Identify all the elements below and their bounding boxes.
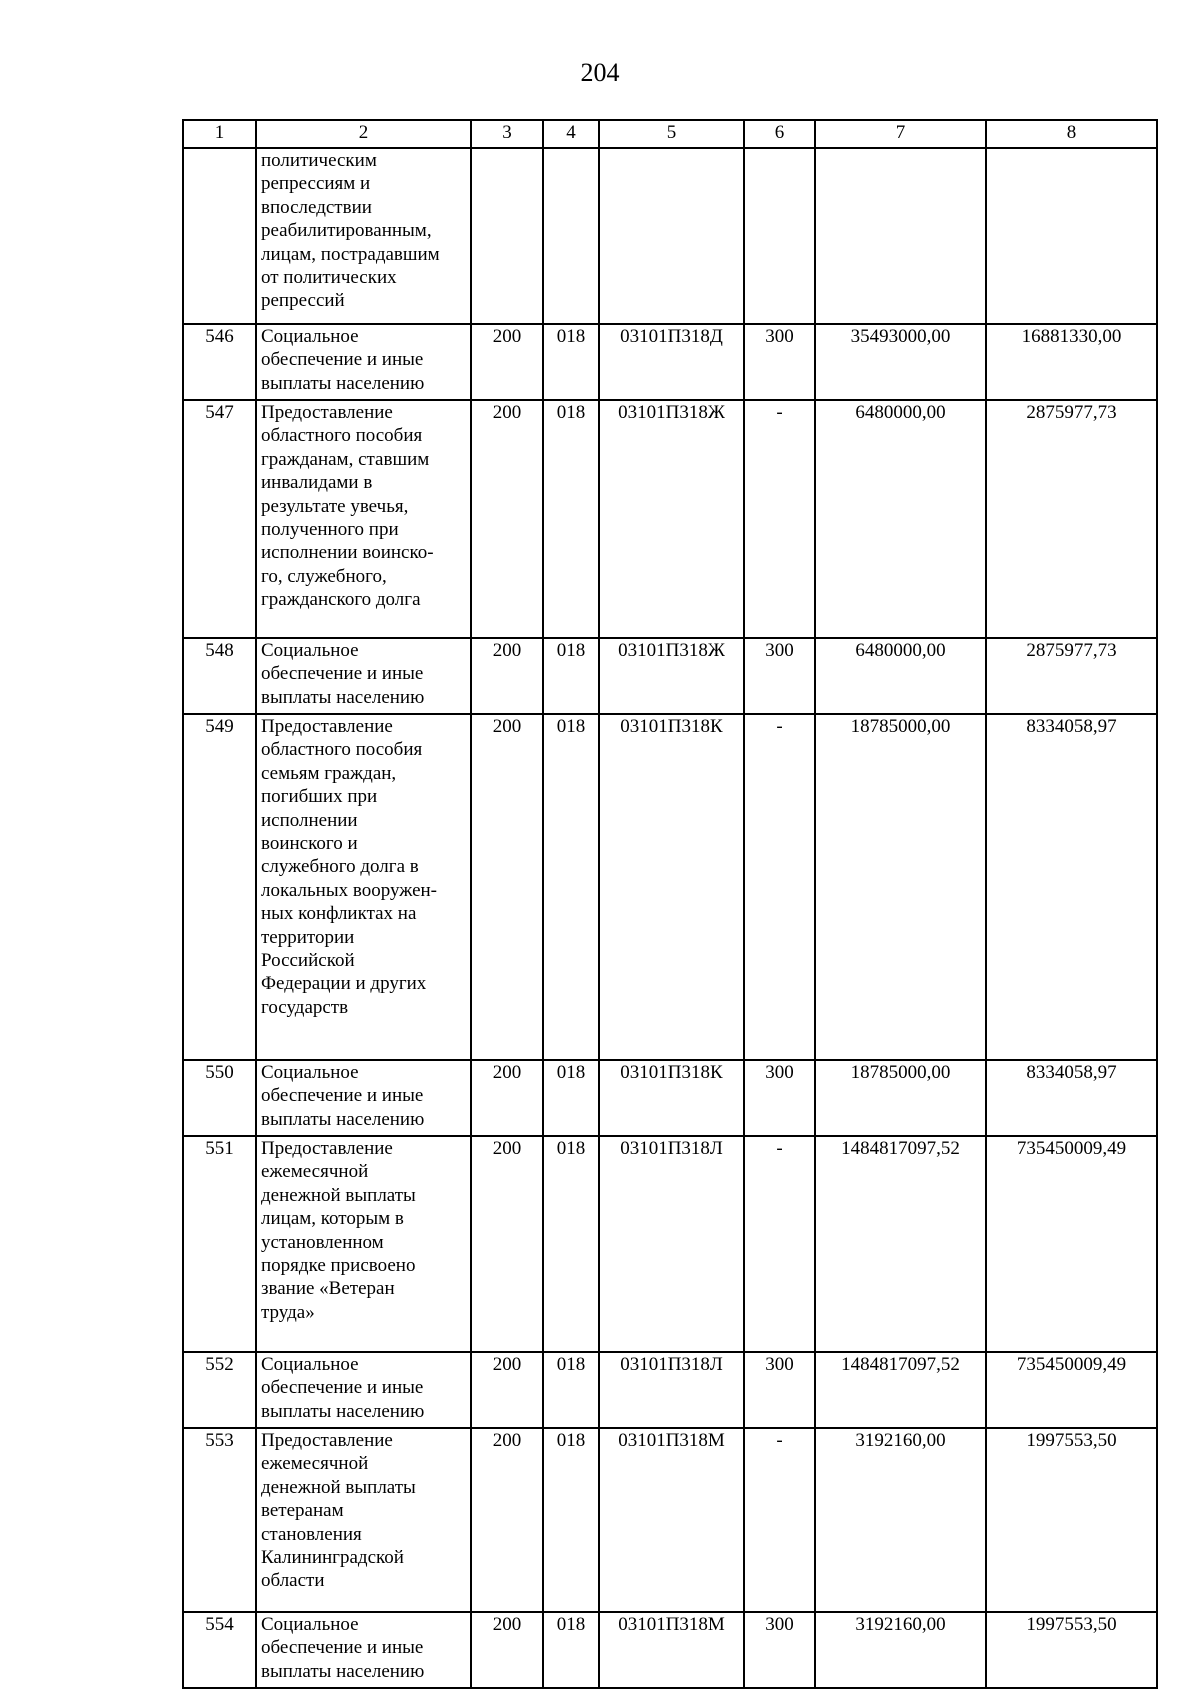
- section-code-cell: 200: [471, 1428, 543, 1612]
- row-number-cell: 547: [183, 400, 256, 638]
- ministry-code-cell: 018: [543, 400, 599, 638]
- section-code-cell: 200: [471, 714, 543, 1060]
- ministry-code-cell: 018: [543, 714, 599, 1060]
- planned-amount-cell: 35493000,00: [815, 324, 986, 400]
- description-cell: Предоставление ежемесячной денежной выплаты ветеранам становления Калининградской области: [256, 1428, 471, 1612]
- description-cell: Социальное обеспечение и иные выплаты населению: [256, 1612, 471, 1688]
- target-article-cell: 03101П318К: [599, 714, 744, 1060]
- column-header: 2: [256, 120, 471, 148]
- table-row: [183, 400, 1157, 638]
- section-code-cell: [471, 148, 543, 324]
- target-article-cell: 03101П318М: [599, 1428, 744, 1612]
- ministry-code-cell: 018: [543, 1352, 599, 1428]
- expense-type-cell: 300: [744, 638, 815, 714]
- table-row: [183, 1060, 1157, 1136]
- target-article-cell: 03101П318Ж: [599, 638, 744, 714]
- planned-amount-cell: 3192160,00: [815, 1428, 986, 1612]
- ministry-code-cell: 018: [543, 1136, 599, 1352]
- column-header: 4: [543, 120, 599, 148]
- row-number-cell: [183, 148, 256, 324]
- column-header: 8: [986, 120, 1157, 148]
- expense-type-cell: -: [744, 1428, 815, 1612]
- expense-type-cell: 300: [744, 324, 815, 400]
- planned-amount-cell: 1484817097,52: [815, 1352, 986, 1428]
- planned-amount-cell: 1484817097,52: [815, 1136, 986, 1352]
- ministry-code-cell: 018: [543, 1612, 599, 1688]
- section-code-cell: 200: [471, 324, 543, 400]
- header-row: [183, 120, 1157, 148]
- description-cell: Социальное обеспечение и иные выплаты населению: [256, 638, 471, 714]
- ministry-code-cell: 018: [543, 1428, 599, 1612]
- row-number-cell: 550: [183, 1060, 256, 1136]
- target-article-cell: 03101П318Ж: [599, 400, 744, 638]
- expense-type-cell: [744, 148, 815, 324]
- expense-type-cell: 300: [744, 1612, 815, 1688]
- planned-amount-cell: 18785000,00: [815, 1060, 986, 1136]
- executed-amount-cell: [986, 148, 1157, 324]
- planned-amount-cell: 3192160,00: [815, 1612, 986, 1688]
- row-number-cell: 546: [183, 324, 256, 400]
- ministry-code-cell: 018: [543, 638, 599, 714]
- column-header: 3: [471, 120, 543, 148]
- executed-amount-cell: 1997553,50: [986, 1612, 1157, 1688]
- table-row: [183, 148, 1157, 324]
- table-row: [183, 1352, 1157, 1428]
- description-cell: Социальное обеспечение и иные выплаты населению: [256, 1352, 471, 1428]
- description-cell: Социальное обеспечение и иные выплаты населению: [256, 324, 471, 400]
- executed-amount-cell: 8334058,97: [986, 714, 1157, 1060]
- table-row: [183, 638, 1157, 714]
- section-code-cell: 200: [471, 400, 543, 638]
- column-header: 7: [815, 120, 986, 148]
- section-code-cell: 200: [471, 1612, 543, 1688]
- table-row: [183, 1428, 1157, 1612]
- section-code-cell: 200: [471, 1060, 543, 1136]
- row-number-cell: 549: [183, 714, 256, 1060]
- table-row: [183, 324, 1157, 400]
- description-cell: Предоставление областного пособия семьям граждан, погибших при исполнении воинского и служебного долга в локальных вооружен- ных конфликтах на территории Российской Федерации и других государств: [256, 714, 471, 1060]
- planned-amount-cell: [815, 148, 986, 324]
- executed-amount-cell: 2875977,73: [986, 638, 1157, 714]
- description-cell: Предоставление ежемесячной денежной выплаты лицам, которым в установленном порядке присвоено звание «Ветеран труда»: [256, 1136, 471, 1352]
- planned-amount-cell: 6480000,00: [815, 400, 986, 638]
- target-article-cell: [599, 148, 744, 324]
- executed-amount-cell: 735450009,49: [986, 1136, 1157, 1352]
- target-article-cell: 03101П318М: [599, 1612, 744, 1688]
- table-row: [183, 714, 1157, 1060]
- expense-type-cell: 300: [744, 1352, 815, 1428]
- executed-amount-cell: 1997553,50: [986, 1428, 1157, 1612]
- target-article-cell: 03101П318Д: [599, 324, 744, 400]
- executed-amount-cell: 2875977,73: [986, 400, 1157, 638]
- expense-type-cell: -: [744, 1136, 815, 1352]
- table-row: [183, 1612, 1157, 1688]
- target-article-cell: 03101П318Л: [599, 1136, 744, 1352]
- column-header: 5: [599, 120, 744, 148]
- ministry-code-cell: [543, 148, 599, 324]
- row-number-cell: 552: [183, 1352, 256, 1428]
- row-number-cell: 551: [183, 1136, 256, 1352]
- description-cell: политическим репрессиям и впоследствии реабилитированным, лицам, пострадавшим от политических репрессий: [256, 148, 471, 324]
- section-code-cell: 200: [471, 638, 543, 714]
- table-row: [183, 1136, 1157, 1352]
- description-cell: Предоставление областного пособия гражданам, ставшим инвалидами в результате увечья, полученного при исполнении воинско- го, служебного, гражданского долга: [256, 400, 471, 638]
- planned-amount-cell: 18785000,00: [815, 714, 986, 1060]
- target-article-cell: 03101П318К: [599, 1060, 744, 1136]
- column-header: 1: [183, 120, 256, 148]
- row-number-cell: 554: [183, 1612, 256, 1688]
- expense-type-cell: -: [744, 714, 815, 1060]
- row-number-cell: 548: [183, 638, 256, 714]
- executed-amount-cell: 735450009,49: [986, 1352, 1157, 1428]
- section-code-cell: 200: [471, 1352, 543, 1428]
- planned-amount-cell: 6480000,00: [815, 638, 986, 714]
- budget-table: [182, 119, 1158, 1689]
- executed-amount-cell: 16881330,00: [986, 324, 1157, 400]
- row-number-cell: 553: [183, 1428, 256, 1612]
- description-cell: Социальное обеспечение и иные выплаты населению: [256, 1060, 471, 1136]
- ministry-code-cell: 018: [543, 1060, 599, 1136]
- ministry-code-cell: 018: [543, 324, 599, 400]
- target-article-cell: 03101П318Л: [599, 1352, 744, 1428]
- column-header: 6: [744, 120, 815, 148]
- executed-amount-cell: 8334058,97: [986, 1060, 1157, 1136]
- expense-type-cell: -: [744, 400, 815, 638]
- expense-type-cell: 300: [744, 1060, 815, 1136]
- section-code-cell: 200: [471, 1136, 543, 1352]
- page-number: 204: [580, 58, 620, 87]
